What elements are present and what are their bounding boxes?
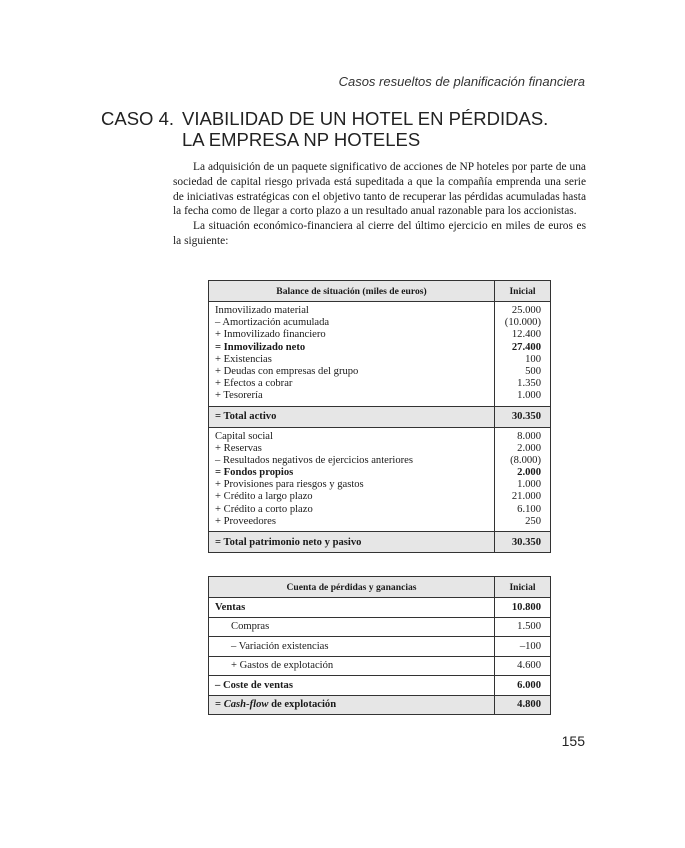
line-item-value: 8.000: [517, 430, 541, 442]
pyg-header-label: Cuenta de pérdidas y ganancias: [209, 577, 495, 598]
pyg-header-value: Inicial: [495, 577, 551, 598]
line-item-value: 6.100: [517, 503, 541, 515]
compras-value: 1.500: [495, 617, 551, 637]
line-item-value: 27.400: [511, 341, 541, 353]
variacion-label: – Variación existencias: [209, 637, 495, 657]
running-header: Casos resueltos de planificación financiera: [338, 74, 585, 89]
case-title-line2: LA EMPRESA NP HOTELES: [182, 129, 421, 150]
cashflow-label: [209, 695, 495, 715]
assets-block: [209, 302, 551, 407]
cashflow-italic: Cash-flow: [223, 699, 269, 711]
assets-labels: [209, 302, 495, 407]
line-item-label: + Proveedores: [215, 515, 276, 527]
line-item-value: 21.000: [511, 491, 541, 503]
line-item-label: + Provisiones para riesgos y gastos: [215, 479, 364, 491]
coste-value: 6.000: [495, 676, 551, 696]
line-item-value: (8.000): [510, 454, 541, 466]
pyg-table: [208, 576, 551, 715]
compras-label: Compras: [209, 617, 495, 637]
line-item-label: Inmovilizado material: [215, 305, 309, 316]
line-item-value: 100: [525, 353, 541, 365]
gastos-value: 4.600: [495, 656, 551, 676]
line-item-value: 25.000: [511, 305, 541, 316]
case-title: [101, 108, 548, 150]
line-item-label: – Amortización acumulada: [215, 317, 330, 329]
line-item-label: + Tesorería: [215, 390, 263, 402]
line-item-label: + Crédito a corto plazo: [215, 503, 313, 515]
body-text: [173, 160, 586, 249]
total-assets-value: 30.350: [495, 406, 551, 427]
gastos-label: + Gastos de explotación: [209, 656, 495, 676]
paragraph: La adquisición de un paquete significativo de acciones de NP hoteles por parte de una sociedad de capital riesgo privada está supeditada a que la compañía emprenda una serie de iniciativas estratégicas con el objetivo tanto de recuperar las pérdidas acumuladas hasta la fecha como de llegar a corto plazo a un resultado anual razonable para los accionistas.: [173, 161, 586, 218]
assets-values: [495, 302, 551, 407]
paragraph: La situación económico-financiera al cierre del último ejercicio en miles de euros es la siguiente:: [173, 220, 586, 247]
variacion-value: –100: [495, 637, 551, 657]
case-number: CASO 4.: [101, 108, 174, 129]
line-item-value: 1.000: [517, 479, 541, 491]
line-item-label: Capital social: [215, 430, 273, 442]
page-number: 155: [561, 733, 585, 749]
balance-table: [208, 280, 551, 553]
line-item-value: 2.000: [517, 442, 541, 454]
line-item-value: 1.350: [517, 378, 541, 390]
line-item-label: – Resultados negativos de ejercicios anteriores: [215, 454, 413, 466]
line-item-value: 500: [525, 365, 541, 377]
total-liabilities-value: 30.350: [495, 532, 551, 553]
ventas-label: Ventas: [209, 598, 495, 618]
line-item-value: 250: [525, 515, 541, 527]
line-item-label: = Fondos propios: [215, 467, 294, 479]
line-item-value: (10.000): [504, 317, 541, 329]
line-item-value: 1.000: [517, 390, 541, 402]
liabilities-labels: [209, 427, 495, 532]
line-item-label: + Efectos a cobrar: [215, 378, 293, 390]
line-item-label: + Existencias: [215, 353, 272, 365]
line-item-label: + Deudas con empresas del grupo: [215, 365, 359, 377]
line-item-value: 12.400: [511, 329, 541, 341]
line-item-value: 2.000: [517, 467, 541, 479]
balance-header-label: Balance de situación (miles de euros): [209, 281, 495, 302]
line-item-label: + Crédito a largo plazo: [215, 491, 313, 503]
line-item-label: = Inmovilizado neto: [215, 341, 306, 353]
balance-header-value: Inicial: [495, 281, 551, 302]
total-assets-label: = Total activo: [209, 406, 495, 427]
coste-label: – Coste de ventas: [209, 676, 495, 696]
case-title-line1: VIABILIDAD DE UN HOTEL EN PÉRDIDAS.: [182, 108, 549, 129]
cashflow-suffix: de explotación: [268, 699, 337, 711]
cashflow-prefix: =: [215, 699, 224, 711]
cashflow-value: 4.800: [495, 695, 551, 715]
liabilities-block: [209, 427, 551, 532]
line-item-label: + Inmovilizado financiero: [215, 329, 326, 341]
liabilities-values: [495, 427, 551, 532]
total-liabilities-label: = Total patrimonio neto y pasivo: [209, 532, 495, 553]
ventas-value: 10.800: [495, 598, 551, 618]
line-item-label: + Reservas: [215, 442, 262, 454]
